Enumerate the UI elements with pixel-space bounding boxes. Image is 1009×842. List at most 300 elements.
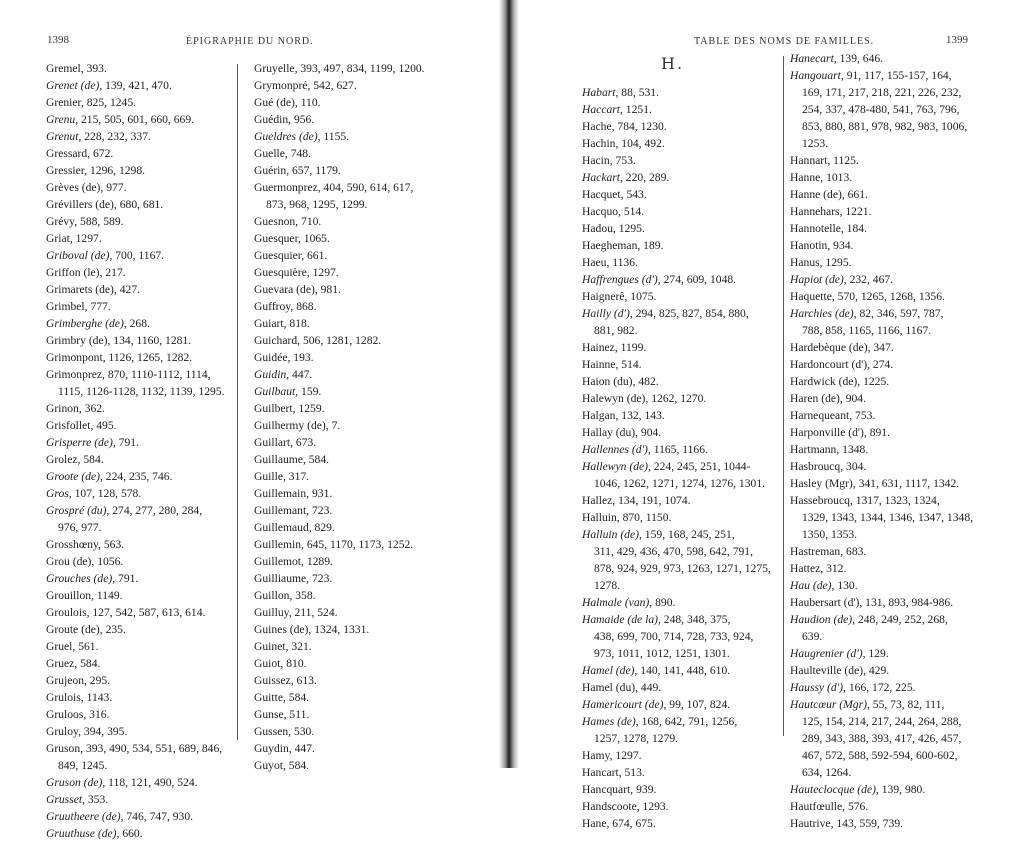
- index-entry-continuation: [790, 713, 973, 730]
- entry-page-refs: , 657, 1179.: [286, 164, 341, 177]
- index-entry: [790, 305, 973, 322]
- index-entry: [254, 281, 425, 298]
- index-entry: [254, 672, 425, 689]
- entry-name: Grolez: [46, 453, 78, 466]
- index-entry: [582, 713, 771, 730]
- entry-page-refs: , 818.: [283, 317, 310, 330]
- entry-page-refs: , 82, 346, 597, 787,: [853, 307, 944, 320]
- entry-page-refs: , 347.: [867, 341, 894, 354]
- entry-page-refs: , 316.: [83, 708, 110, 721]
- entry-name: Hardoncourt (d'): [790, 358, 868, 371]
- entry-page-refs: , 317.: [282, 470, 310, 483]
- entry-name: Guédin: [254, 113, 289, 126]
- entry-name: Hanecart: [790, 52, 834, 65]
- index-entry-continuation: [790, 135, 973, 152]
- index-entry: [790, 339, 973, 356]
- entry-page-refs: , 584.: [282, 691, 310, 704]
- entry-page-refs: 634, 1264.: [802, 766, 852, 779]
- entry-page-refs: , 447.: [288, 742, 315, 755]
- entry-name: Hanne: [790, 171, 821, 184]
- entry-name: Gremel: [46, 62, 81, 75]
- entry-page-refs: , 791.: [112, 572, 139, 585]
- index-entry: [582, 679, 771, 696]
- entry-page-refs: , 107, 128, 578.: [68, 487, 142, 500]
- entry-page-refs: , 1126, 1265, 1282.: [102, 351, 193, 364]
- entry-name: Haion (du): [582, 375, 633, 388]
- entry-page-refs: , 139, 646.: [833, 52, 884, 65]
- entry-page-refs: , 1297.: [69, 232, 102, 245]
- column-divider: [237, 64, 238, 740]
- entry-page-refs: , 55, 73, 82, 111,: [866, 698, 945, 711]
- entry-page-refs: , 1199.: [614, 341, 647, 354]
- entry-page-refs: , 189.: [637, 239, 664, 252]
- entry-page-refs: , 530.: [288, 725, 315, 738]
- entry-name: Halluin: [582, 511, 617, 524]
- entry-name: Gruson: [46, 742, 81, 755]
- index-entry: [254, 298, 425, 315]
- entry-page-refs: , 1317, 1323, 1324,: [849, 494, 940, 507]
- entry-page-refs: , 168, 642, 791, 1256,: [635, 715, 738, 728]
- entry-name: Gruutheere (de): [46, 810, 121, 823]
- index-entry: [46, 706, 225, 723]
- entry-name: Guilliaume: [254, 572, 307, 585]
- entry-page-refs: , 166, 172, 225.: [843, 681, 916, 694]
- entry-page-refs: , 1136.: [606, 256, 638, 269]
- index-entry-continuation: [582, 577, 771, 594]
- entry-page-refs: 849, 1245.: [58, 759, 108, 772]
- entry-name: Grinon: [46, 402, 79, 415]
- entry-name: Grisfollet: [46, 419, 91, 432]
- entry-page-refs: , 1075.: [624, 290, 657, 303]
- entry-name: Grévy: [46, 215, 75, 228]
- entry-name: Haegheman: [582, 239, 638, 252]
- index-entry: [254, 332, 425, 349]
- entry-page-refs: , 660.: [116, 827, 143, 840]
- index-entry: [790, 560, 973, 577]
- index-entry: [46, 349, 225, 366]
- entry-page-refs: , 129.: [862, 647, 889, 660]
- index-entry: [790, 390, 973, 407]
- entry-name: Guilbert: [254, 402, 293, 415]
- entry-name: Guille: [254, 470, 283, 483]
- entry-page-refs: , 184.: [840, 222, 867, 235]
- entry-name: Gruson (de): [46, 776, 103, 789]
- entry-page-refs: , 977.: [100, 181, 127, 194]
- entry-page-refs: , 110.: [294, 96, 321, 109]
- entry-name: Guillemin: [254, 538, 302, 551]
- entry-name: Hartmann: [790, 443, 837, 456]
- left-running-head: ÉPIGRAPHIE DU NORD.: [186, 36, 314, 47]
- entry-name: Haulteville (de): [790, 664, 864, 677]
- entry-name: Grenu: [46, 113, 76, 126]
- entry-name: Haccart: [582, 103, 620, 116]
- index-entry: [254, 621, 425, 638]
- entry-page-refs: 639.: [802, 630, 823, 643]
- right-index-column-2: [790, 50, 973, 832]
- entry-page-refs: , 891.: [863, 426, 890, 439]
- entry-page-refs: , 870, 1110-1112, 1114,: [102, 368, 211, 381]
- index-entry: [254, 145, 425, 162]
- entry-name: Griboval (de): [46, 249, 110, 262]
- entry-page-refs: , 1065.: [297, 232, 330, 245]
- entry-page-refs: , 211, 524.: [288, 606, 338, 619]
- index-entry: [582, 747, 771, 764]
- entry-name: Guelle: [254, 147, 285, 160]
- index-entry-continuation: [254, 196, 425, 213]
- entry-name: Hane: [582, 817, 607, 830]
- entry-name: Hainne: [582, 358, 616, 371]
- entry-page-refs: , 268.: [123, 317, 150, 330]
- index-entry: [790, 441, 973, 458]
- index-entry: [582, 356, 771, 373]
- index-entry: [582, 237, 771, 254]
- entry-name: Guitte: [254, 691, 283, 704]
- entry-name: Grimbry (de): [46, 334, 108, 347]
- entry-name: Guillemant: [254, 504, 307, 517]
- entry-page-refs: , 829.: [308, 521, 335, 534]
- index-entry: [254, 128, 425, 145]
- entry-name: Handscoote: [582, 800, 637, 813]
- index-entry: [46, 230, 225, 247]
- entry-name: Guffroy: [254, 300, 291, 313]
- index-entry: [46, 162, 225, 179]
- entry-page-refs: , 810.: [280, 657, 307, 670]
- entry-page-refs: , 224, 235, 746.: [99, 470, 173, 483]
- index-entry-continuation: [790, 730, 973, 747]
- entry-name: Gussen: [254, 725, 289, 738]
- entry-name: Guillart: [254, 436, 291, 449]
- entry-name: Gros: [46, 487, 69, 500]
- entry-page-refs: , 217.: [99, 266, 126, 279]
- entry-name: Gressier: [46, 164, 85, 177]
- entry-page-refs: 1253.: [802, 137, 829, 150]
- index-entry-continuation: [790, 526, 973, 543]
- index-entry: [254, 485, 425, 502]
- entry-page-refs: , 193.: [287, 351, 314, 364]
- index-entry: [790, 288, 973, 305]
- index-entry: [254, 570, 425, 587]
- right-running-head: TABLE DES NOMS DE FAMILLES.: [694, 36, 875, 47]
- index-entry: [254, 315, 425, 332]
- index-entry: [46, 553, 225, 570]
- index-entry: [254, 757, 425, 774]
- entry-page-refs: , 904.: [839, 392, 866, 405]
- index-entry-continuation: [582, 475, 771, 492]
- entry-name: Guissez: [254, 674, 291, 687]
- index-entry: [582, 254, 771, 271]
- entry-name: Hattez: [790, 562, 821, 575]
- entry-name: Guiart: [254, 317, 284, 330]
- index-entry: [582, 118, 771, 135]
- entry-page-refs: , 139, 421, 470.: [99, 79, 172, 92]
- entry-name: Guesnon: [254, 215, 296, 228]
- entry-name: Guidée: [254, 351, 288, 364]
- entry-page-refs: , 1289.: [301, 555, 333, 568]
- entry-name: Halmale (van): [582, 596, 650, 609]
- entry-name: Haeu: [582, 256, 607, 269]
- index-entry: [582, 594, 771, 611]
- entry-name: Hallewyn (de): [582, 460, 648, 473]
- entry-page-refs: , 88, 531.: [615, 86, 659, 99]
- entry-name: Gunse: [254, 708, 284, 721]
- entry-page-refs: , 104, 492.: [615, 137, 665, 150]
- entry-page-refs: , 1297.: [609, 749, 642, 762]
- index-entry-continuation: [582, 322, 771, 339]
- index-entry: [254, 417, 425, 434]
- index-entry: [790, 220, 973, 237]
- index-entry: [46, 485, 225, 502]
- entry-name: Hache: [582, 120, 612, 133]
- index-entry: [582, 390, 771, 407]
- index-entry-continuation: [582, 560, 771, 577]
- index-entry: [254, 468, 425, 485]
- entry-page-refs: , 294, 825, 827, 854, 880,: [629, 307, 749, 320]
- entry-name: Guilluy: [254, 606, 289, 619]
- entry-page-refs: , 224, 245, 251, 1044-: [648, 460, 751, 473]
- entry-page-refs: , 680, 681.: [113, 198, 164, 211]
- index-entry: [254, 689, 425, 706]
- entry-name: Haudion (de): [790, 613, 853, 626]
- entry-page-refs: , 274, 277, 280, 284,: [106, 504, 203, 517]
- entry-page-refs: , 584.: [77, 453, 104, 466]
- entry-name: Grimarets (de): [46, 283, 114, 296]
- entry-name: Hangouart: [790, 69, 841, 82]
- entry-name: Gruel: [46, 640, 73, 653]
- entry-page-refs: 873, 968, 1295, 1299.: [266, 198, 368, 211]
- entry-name: Guilhermy (de): [254, 419, 326, 432]
- left-index-column-1: [46, 60, 225, 842]
- entry-name: Griat: [46, 232, 70, 245]
- entry-name: Hannotelle: [790, 222, 841, 235]
- entry-name: Haugrenier (d'): [790, 647, 863, 660]
- index-entry-continuation: [790, 322, 973, 339]
- index-entry: [46, 502, 225, 519]
- index-entry: [254, 434, 425, 451]
- entry-name: Guesquier: [254, 249, 302, 262]
- entry-name: Guilbaut: [254, 385, 296, 398]
- entry-page-refs: , 235.: [99, 623, 126, 636]
- entry-name: Halluin (de): [582, 528, 639, 541]
- index-entry: [582, 458, 771, 475]
- entry-name: Hallay (du): [582, 426, 636, 439]
- entry-page-refs: , 683.: [840, 545, 867, 558]
- index-entry: [254, 349, 425, 366]
- entry-name: Hanus: [790, 256, 820, 269]
- index-entry: [790, 815, 973, 832]
- entry-page-refs: , 393, 497, 834, 1199, 1200.: [294, 62, 425, 75]
- entry-name: Hanotin: [790, 239, 828, 252]
- entry-page-refs: , 394, 395.: [78, 725, 128, 738]
- entry-page-refs: , 584.: [282, 759, 310, 772]
- entry-page-refs: , 482.: [632, 375, 659, 388]
- entry-page-refs: 878, 924, 929, 973, 1263, 1271, 1275,: [594, 562, 771, 575]
- entry-name: Hallez: [582, 494, 613, 507]
- index-entry: [582, 203, 771, 220]
- entry-name: Guillemain: [254, 487, 307, 500]
- left-index-column-2: [254, 60, 425, 774]
- entry-page-refs: , 99, 107, 824.: [663, 698, 731, 711]
- entry-name: Halgan: [582, 409, 616, 422]
- entry-name: Hacquet: [582, 188, 621, 201]
- right-page-number: 1399: [946, 34, 968, 46]
- index-entry: [254, 230, 425, 247]
- entry-name: Grimonpont: [46, 351, 103, 364]
- entry-page-refs: , 588, 589.: [74, 215, 124, 228]
- entry-name: Hamel (de): [582, 664, 635, 677]
- entry-page-refs: , 1324, 1331.: [308, 623, 370, 636]
- entry-name: Guillaume: [254, 453, 303, 466]
- entry-name: Guiot: [254, 657, 281, 670]
- entry-page-refs: , 934.: [827, 239, 854, 252]
- entry-name: Grouillon: [46, 589, 92, 602]
- right-index-column-1: [582, 84, 771, 832]
- index-entry: [582, 662, 771, 679]
- entry-page-refs: , 931.: [306, 487, 333, 500]
- entry-name: Harponville (d'): [790, 426, 864, 439]
- entry-page-refs: , 321.: [285, 640, 312, 653]
- entry-page-refs: , 784, 1230.: [611, 120, 667, 133]
- entry-page-refs: , 118, 121, 490, 524.: [102, 776, 198, 789]
- entry-name: Guevara (de): [254, 283, 315, 296]
- entry-page-refs: 1278.: [594, 579, 621, 592]
- index-entry: [582, 169, 771, 186]
- entry-name: Guérin: [254, 164, 287, 177]
- entry-page-refs: , 132, 143.: [615, 409, 665, 422]
- index-entry: [254, 94, 425, 111]
- entry-page-refs: , 791.: [112, 436, 139, 449]
- index-entry: [254, 264, 425, 281]
- entry-page-refs: , 427.: [113, 283, 141, 296]
- index-entry: [46, 196, 225, 213]
- entry-page-refs: , 1295.: [612, 222, 645, 235]
- entry-name: Grisperre (de): [46, 436, 113, 449]
- index-entry: [582, 288, 771, 305]
- entry-page-refs: , 576.: [842, 800, 869, 813]
- entry-name: Hacin: [582, 154, 610, 167]
- index-entry: [254, 587, 425, 604]
- index-entry: [790, 662, 973, 679]
- index-entry: [790, 356, 973, 373]
- entry-page-refs: , 511.: [283, 708, 310, 721]
- index-entry: [790, 67, 973, 84]
- entry-page-refs: , 870, 1150.: [616, 511, 672, 524]
- entry-name: Guydin: [254, 742, 289, 755]
- entry-page-refs: , 341, 631, 1117, 1342.: [852, 477, 960, 490]
- entry-name: Hamericourt (de): [582, 698, 664, 711]
- index-entry: [254, 111, 425, 128]
- entry-name: Hautrive: [790, 817, 831, 830]
- entry-page-refs: , 312.: [820, 562, 847, 575]
- entry-page-refs: , 127, 542, 587, 613, 614.: [86, 606, 206, 619]
- entry-page-refs: , 220, 289.: [620, 171, 670, 184]
- index-entry: [46, 60, 225, 77]
- entry-name: Hauteclocque (de): [790, 783, 876, 796]
- index-entry: [254, 706, 425, 723]
- index-entry: [46, 451, 225, 468]
- entry-page-refs: , 1143.: [80, 691, 113, 704]
- index-entry: [582, 441, 771, 458]
- entry-page-refs: , 130.: [831, 579, 858, 592]
- entry-page-refs: , 753.: [609, 154, 636, 167]
- index-entry: [46, 179, 225, 196]
- entry-name: Haignerê: [582, 290, 625, 303]
- index-entry: [46, 825, 225, 842]
- entry-name: Hamel (du): [582, 681, 636, 694]
- index-entry: [46, 655, 225, 672]
- index-entry: [46, 672, 225, 689]
- entry-page-refs: 788, 858, 1165, 1166, 1167.: [802, 324, 932, 337]
- entry-name: Hannart: [790, 154, 828, 167]
- index-entry: [46, 247, 225, 264]
- entry-name: Guyot: [254, 759, 283, 772]
- index-entry: [254, 383, 425, 400]
- entry-name: Hachin: [582, 137, 616, 150]
- index-entry-continuation: [790, 764, 973, 781]
- entry-name: Hancquart: [582, 783, 631, 796]
- index-entry: [582, 152, 771, 169]
- index-entry: [582, 373, 771, 390]
- index-entry: [46, 145, 225, 162]
- entry-page-refs: , 753.: [849, 409, 876, 422]
- entry-name: Grenier: [46, 96, 81, 109]
- entry-page-refs: 853, 880, 881, 978, 982, 983, 1006,: [802, 120, 968, 133]
- index-entry: [790, 696, 973, 713]
- entry-page-refs: , 358.: [289, 589, 316, 602]
- index-entry: [46, 417, 225, 434]
- index-entry: [46, 281, 225, 298]
- entry-name: Gué (de): [254, 96, 295, 109]
- entry-name: Gruloos: [46, 708, 84, 721]
- index-entry: [46, 808, 225, 825]
- index-entry: [254, 162, 425, 179]
- index-entry: [582, 611, 771, 628]
- entry-name: Grymonpré: [254, 79, 308, 92]
- entry-page-refs: , 1165, 1166.: [647, 443, 708, 456]
- entry-page-refs: , 140, 141, 448, 610.: [634, 664, 731, 677]
- index-entry: [582, 305, 771, 322]
- entry-page-refs: , 956.: [288, 113, 315, 126]
- entry-page-refs: , 904.: [635, 426, 662, 439]
- index-entry: [790, 424, 973, 441]
- entry-page-refs: 254, 337, 478-480, 541, 763, 796,: [802, 103, 960, 116]
- entry-name: Hamaide (de la): [582, 613, 658, 626]
- index-entry: [254, 366, 425, 383]
- entry-page-refs: , 353.: [82, 793, 109, 806]
- entry-page-refs: , 1295.: [819, 256, 852, 269]
- index-entry: [790, 594, 973, 611]
- index-entry: [582, 339, 771, 356]
- index-entry: [46, 94, 225, 111]
- index-entry: [582, 798, 771, 815]
- entry-page-refs: , 248, 348, 375,: [657, 613, 731, 626]
- entry-page-refs: , 495.: [90, 419, 117, 432]
- index-entry: [254, 179, 425, 196]
- entry-page-refs: , 700, 1167.: [109, 249, 165, 262]
- entry-page-refs: , 1262, 1270.: [645, 392, 707, 405]
- entry-page-refs: , 1251.: [620, 103, 652, 116]
- index-entry: [46, 400, 225, 417]
- entry-name: Griffon (le): [46, 266, 100, 279]
- index-entry: [582, 220, 771, 237]
- entry-name: Hames (de): [582, 715, 636, 728]
- entry-page-refs: , 393, 490, 534, 551, 689, 846,: [80, 742, 223, 755]
- index-entry: [254, 502, 425, 519]
- entry-page-refs: , 723.: [306, 504, 333, 517]
- entry-page-refs: , 543.: [620, 188, 647, 201]
- entry-name: Haren (de): [790, 392, 840, 405]
- index-entry-continuation: [46, 519, 225, 536]
- entry-page-refs: 169, 171, 217, 218, 221, 226, 232,: [802, 86, 962, 99]
